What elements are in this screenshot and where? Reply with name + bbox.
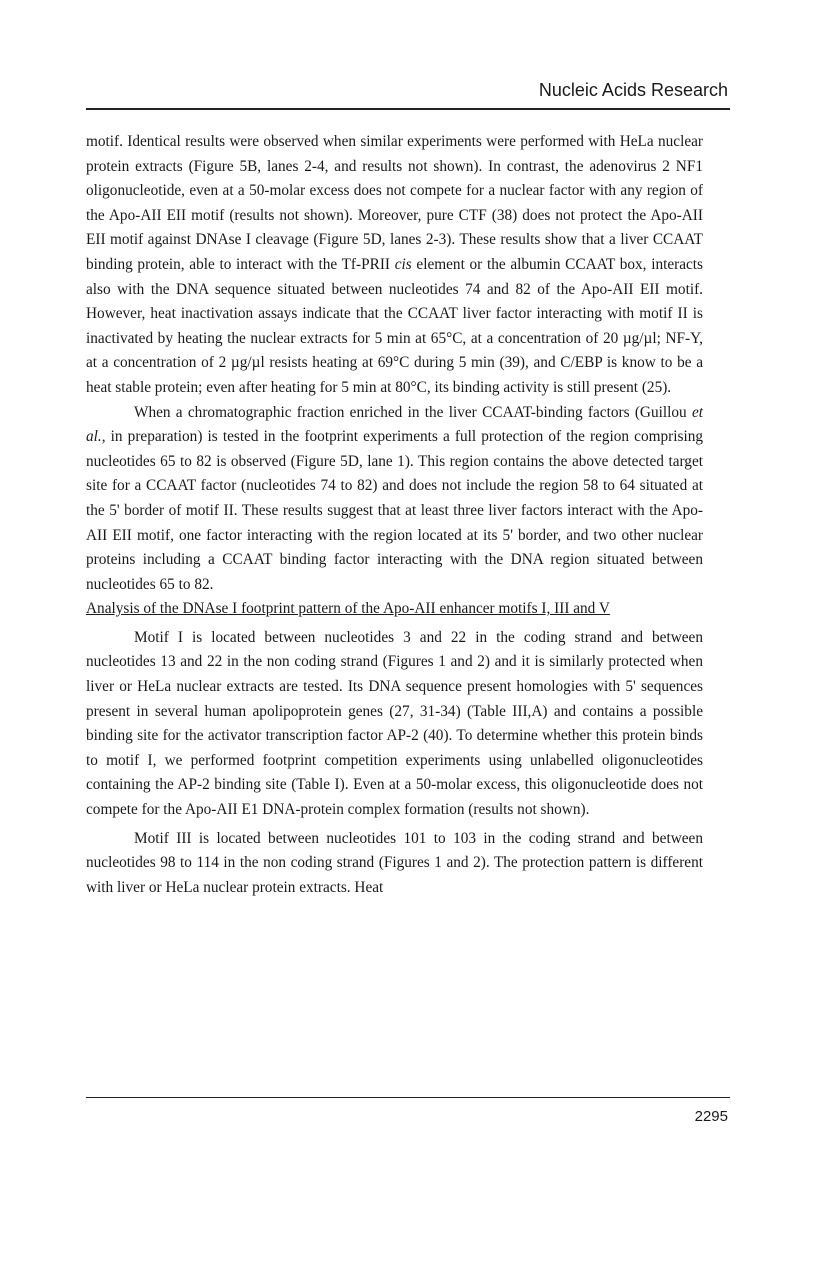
paragraph: When a chromatographic fraction enriched in the liver CCAAT-binding factors (Guillou et al., in preparation) is tested in the footprint experiments a full protection of the region comprising nucleotides 65 to 82 is observed (Figure 5D, lane 1). This region contains the above detected target site for a CCAAT factor (nucleotides 74 to 82) and does not include the region 58 to 64 situated at the 5' border of motif II. These results suggest that at least three liver factors interact with the Apo-AII EII motif, one factor interacting with the region located at its 5' border, and two other nuclear proteins including a CCAAT binding factor interacting with the DNA region situated between nucleotides 65 to 82.: [86, 403, 703, 593]
section-heading: Analysis of the DNAse I footprint pattern of the Apo-AII enhancer motifs I, III and V: [86, 600, 610, 618]
journal-title: Nucleic Acids Research: [538, 80, 728, 100]
paragraph: Motif I is located between nucleotides 3 and 22 in the coding strand and between nucleotides 13 and 22 in the non coding strand (Figures 1 and 2) and it is similarly protected when liver or HeLa nuclear extracts are tested. Its DNA sequence present homologies with 5' sequences present in several human apolipoprotein genes (27, 31-34) (Table III,A) and contains a possible binding site for the activator transcription factor AP-2 (40). To determine whether this protein binds to motif I, we performed footprint competition experiments using unlabelled oligonucleotides containing the AP-2 binding site (Table I). Even at a 50-molar excess, this oligonucleotide does not compete for the Apo-AII E1 DNA-protein complex formation (results not shown).: [86, 628, 703, 819]
footer-rule: [86, 1097, 730, 1098]
paragraph: motif. Identical results were observed when similar experiments were performed with HeLa nuclear protein extracts (Figure 5B, lanes 2-4, and results not shown). In contrast, the adenovirus 2 NF1 oligonucleotide, even at a 50-molar excess does not compete for a nuclear factor with any region of the Apo-AII EII motif (results not shown). Moreover, pure CTF (38) does not protect the Apo-AII EII motif against DNAse I cleavage (Figure 5D, lanes 2-3). These results show that a liver CCAAT binding protein, able to interact with the Tf-PRII cis element or the albumin CCAAT box, interacts also with the DNA sequence situated between nucleotides 74 and 82 of the Apo-AII EII motif. However, heat inactivation assays indicate that the CCAAT liver factor interacting with motif II is inactivated by heating the nuclear extracts for 5 min at 65°C, at a concentration of 20 µg/µl; NF-Y, at a concentration of 2 µg/µl resists heating at 69°C during 5 min (39), and C/EBP is know to be a heat stable protein; even after heating for 5 min at 80°C, its binding activity is still present (25).: [86, 133, 704, 396]
header-rule: [86, 108, 730, 110]
article-body: [86, 130, 703, 900]
paragraph: Motif III is located between nucleotides 101 to 103 in the coding strand and between nucleotides 98 to 114 in the non coding strand (Figures 1 and 2). The protection pattern is different with liver or HeLa nuclear protein extracts. Heat: [86, 829, 703, 896]
page-number: 2295: [694, 1108, 728, 1125]
